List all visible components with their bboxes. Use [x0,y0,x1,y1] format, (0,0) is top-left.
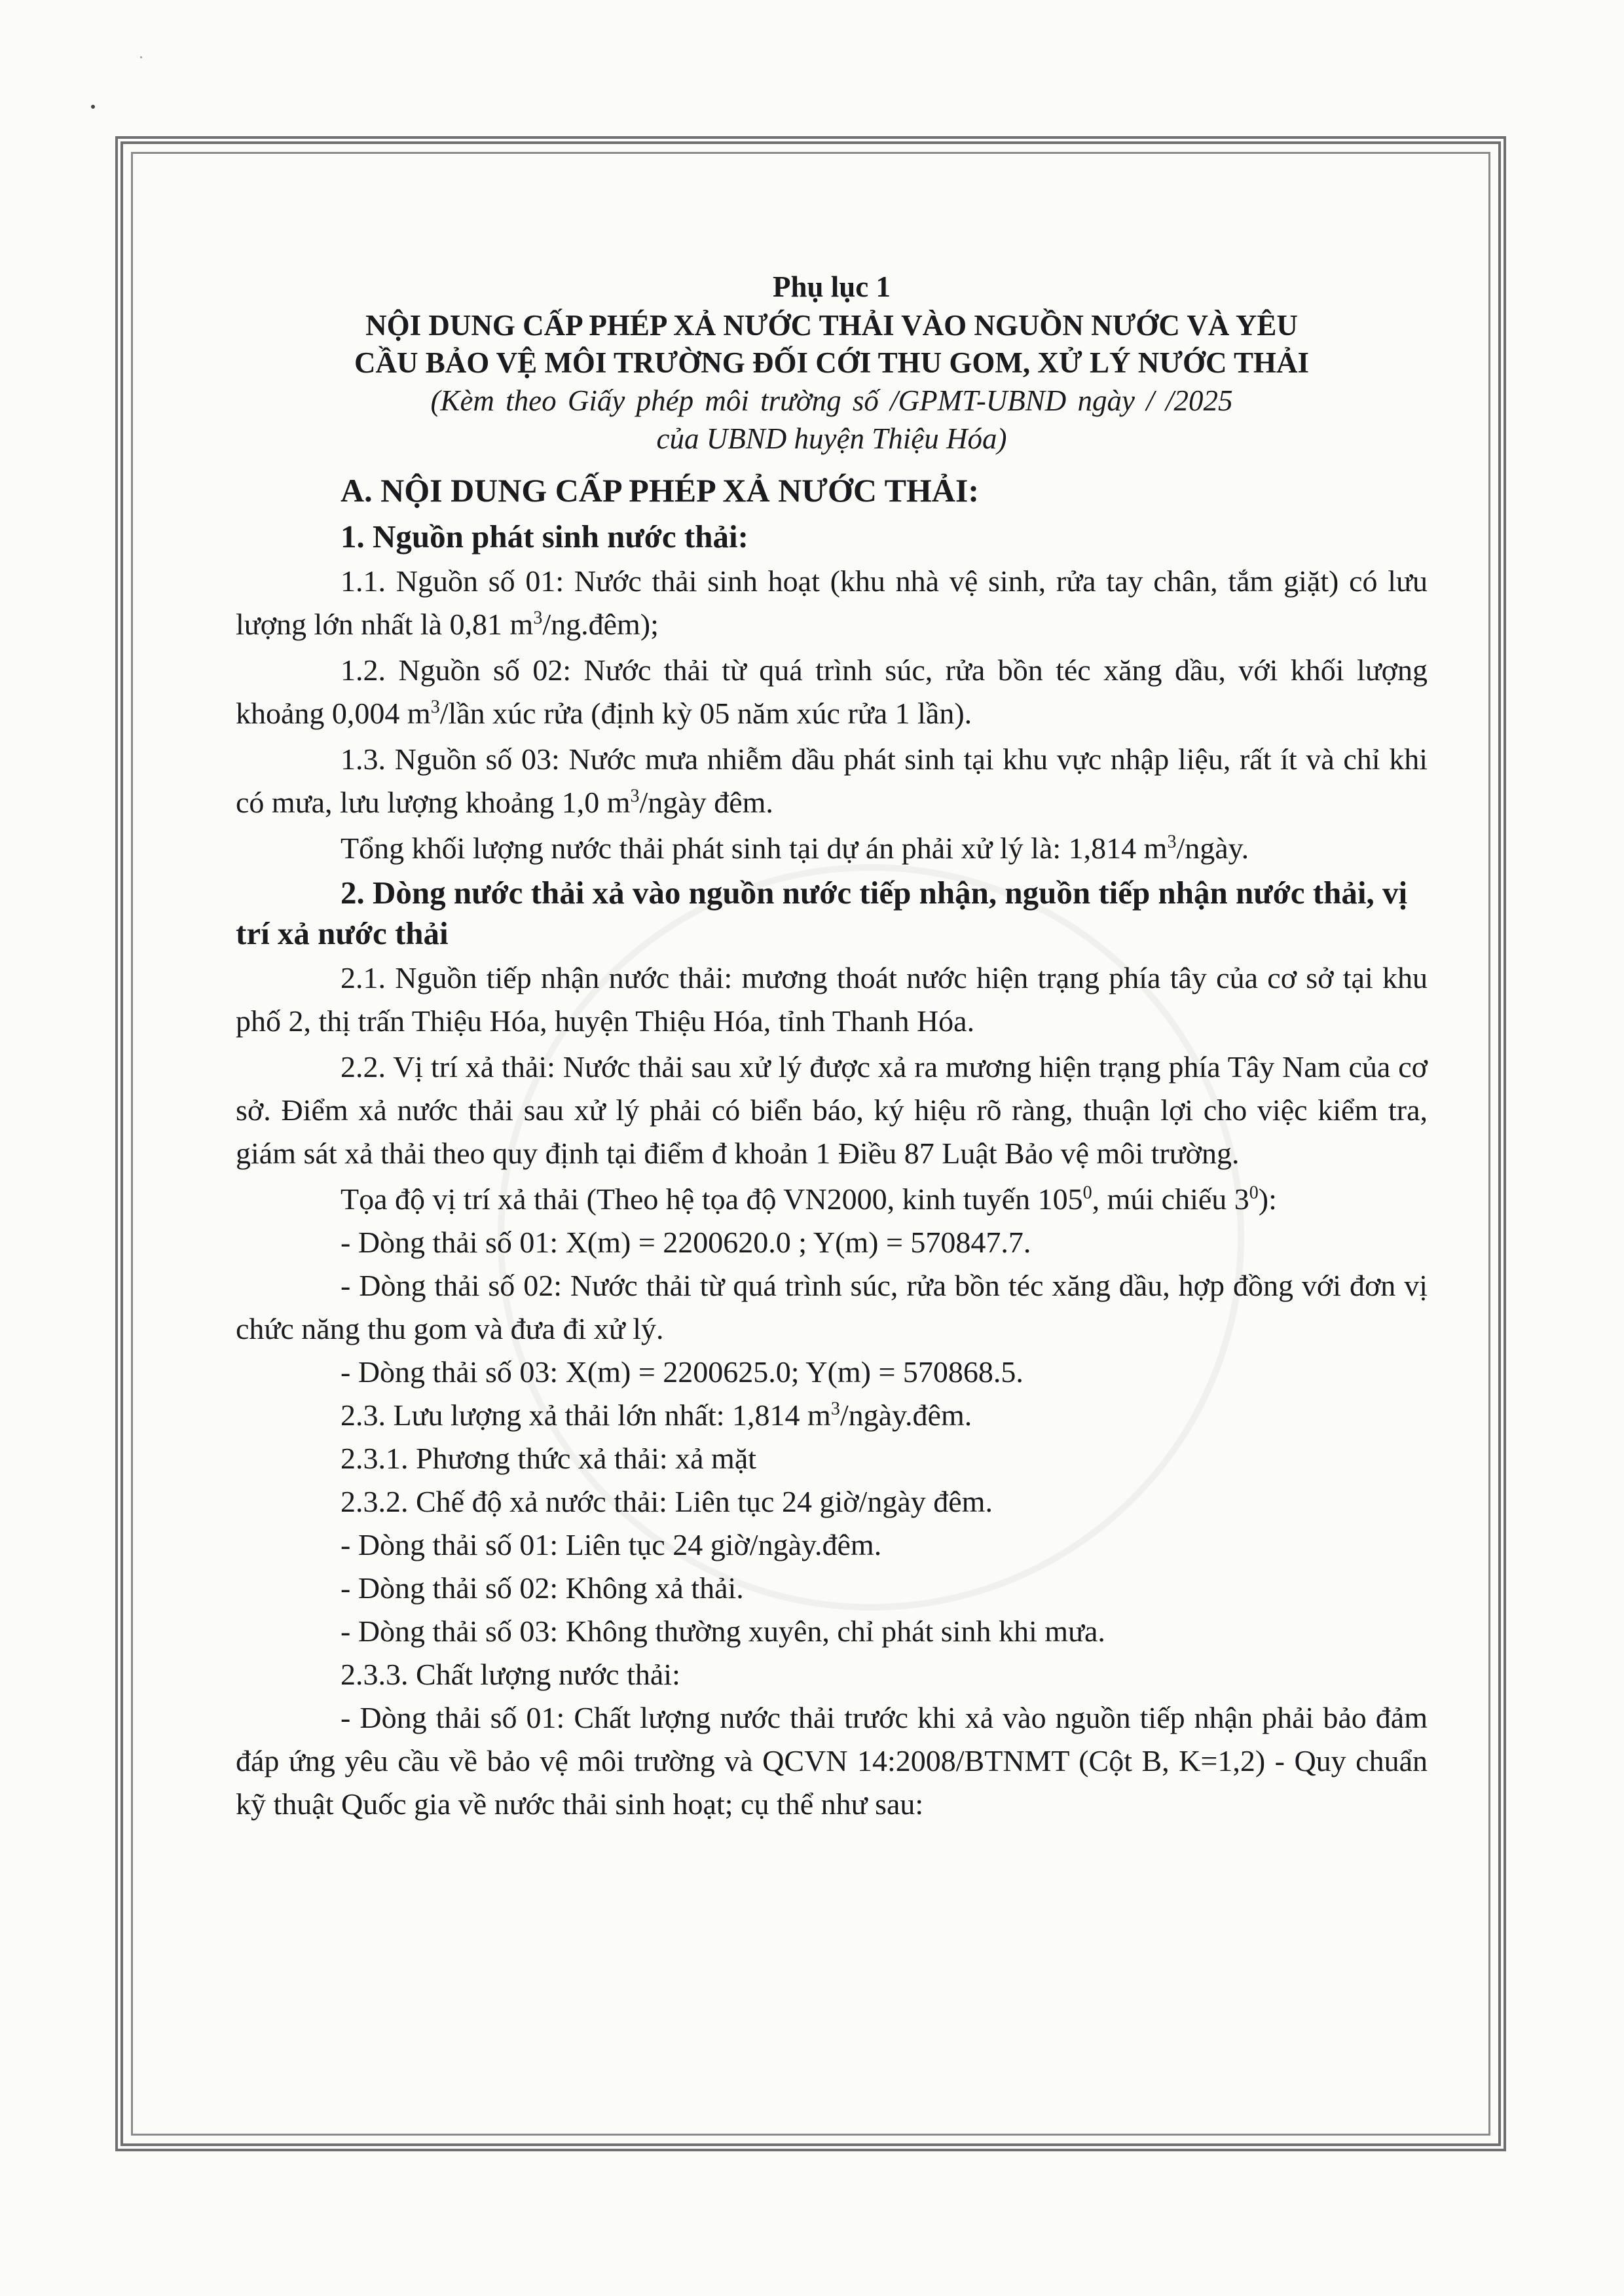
stream-3-coordinates: - Dòng thải số 03: X(m) = 2200625.0; Y(m) = 570868.5. [341,1355,1024,1389]
scan-speck [140,56,142,58]
paragraph-1-3: 1.3. Nguồn số 03: Nước mưa nhiễm dầu phát sinh tại khu vực nhập liệu, rất ít và chỉ khi có mưa, lưu lượng khoảng 1,0 $m^3$/ngày đêm. [236,742,1428,819]
regime-stream-3: - Dòng thải số 03: Không thường xuyên, chỉ phát sinh khi mưa. [341,1614,1105,1648]
document-title-line1: NỘI DUNG CẤP PHÉP XẢ NƯỚC THẢI VÀO NGUỒN NƯỚC VÀ YÊU [365,309,1298,342]
coordinates-line: Tọa độ vị trí xả thải (Theo hệ tọa độ VN2000, kinh tuyến $105^0$, múi chiếu $3^0$): [341,1182,1277,1216]
paragraph-2-2: 2.2. Vị trí xả thải: Nước thải sau xử lý được xả ra mương hiện trạng phía Tây Nam của cơ sở. Điểm xả nước thải sau xử lý phải có biển báo, ký hiệu rõ ràng, thuận lợi cho việc kiểm tra, giám sát xả thải theo quy định tại điểm đ khoản 1 Điều 87 Luật Bảo vệ môi trường. [236,1050,1428,1170]
paragraph-2-1: 2.1. Nguồn tiếp nhận nước thải: mương thoát nước hiện trạng phía tây của cơ sở tại khu phố 2, thị trấn Thiệu Hóa, huyện Thiệu Hóa, tỉnh Thanh Hóa. [236,961,1428,1038]
scan-speck [91,105,95,109]
paragraph-1-2: 1.2. Nguồn số 02: Nước thải từ quá trình súc, rửa bồn téc xăng dầu, với khối lượng khoảng 0,004 $m^3$/lần xúc rửa (định kỳ 05 năm xúc rửa 1 lần). [236,653,1428,730]
water-quality-heading: 2.3.3. Chất lượng nước thải: [341,1658,680,1691]
discharge-regime: 2.3.2. Chế độ xả nước thải: Liên tục 24 giờ/ngày đêm. [341,1485,993,1518]
appendix-title: Phụ lục 1 [772,270,891,303]
section-a-heading: A. NỘI DUNG CẤP PHÉP XẢ NƯỚC THẢI: [341,472,980,509]
paragraph-1-1: 1.1. Nguồn số 01: Nước thải sinh hoạt (khu nhà vệ sinh, rửa tay chân, tắm giặt) có lưu lượng lớn nhất là 0,81 $m^3/ng.đêm$); [236,564,1428,641]
subsection-2-heading: 2. Dòng nước thải xả vào nguồn nước tiếp nhận, nguồn tiếp nhận nước thải, vị trí xả nước thải [236,875,1408,951]
regime-stream-1: - Dòng thải số 01: Liên tục 24 giờ/ngày.đêm. [341,1528,882,1561]
max-discharge-flow: 2.3. Lưu lượng xả thải lớn nhất: 1,814 $m^3/ngày.đêm$. [341,1398,972,1432]
document-subtitle-line1: (Kèm theo Giấy phép môi trường số /GPMT-UBND ngày / /2025 [430,384,1233,417]
subsection-1-heading: 1. Nguồn phát sinh nước thải: [341,519,748,555]
stream-2-description: - Dòng thải số 02: Nước thải từ quá trình súc, rửa bồn téc xăng dầu, hợp đồng với đơn vị chức năng thu gom và đưa đi xử lý. [236,1269,1428,1345]
regime-stream-2: - Dòng thải số 02: Không xả thải. [341,1571,744,1605]
document-title-line2: CẦU BẢO VỆ MÔI TRƯỜNG ĐỐI CỚI THU GOM, XỬ LÝ NƯỚC THẢI [354,346,1310,379]
quality-stream-1: - Dòng thải số 01: Chất lượng nước thải trước khi xả vào nguồn tiếp nhận phải bảo đảm đáp ứng yêu cầu về bảo vệ môi trường và QCVN 14:2008/BTNMT (Cột B, K=1,2) - Quy chuẩn kỹ thuật Quốc gia về nước thải sinh hoạt; cụ thể như sau: [236,1701,1428,1821]
paragraph-total: Tổng khối lượng nước thải phát sinh tại dự án phải xử lý là: 1,814 $m^3$/ngày. [341,831,1249,865]
stream-1-coordinates: - Dòng thải số 01: X(m) = 2200620.0 ; Y(m) = 570847.7. [341,1226,1031,1259]
document-subtitle-line2: của UBND huyện Thiệu Hóa) [656,422,1007,455]
document-body [236,268,1428,1826]
discharge-method: 2.3.1. Phương thức xả thải: xả mặt [341,1442,757,1475]
